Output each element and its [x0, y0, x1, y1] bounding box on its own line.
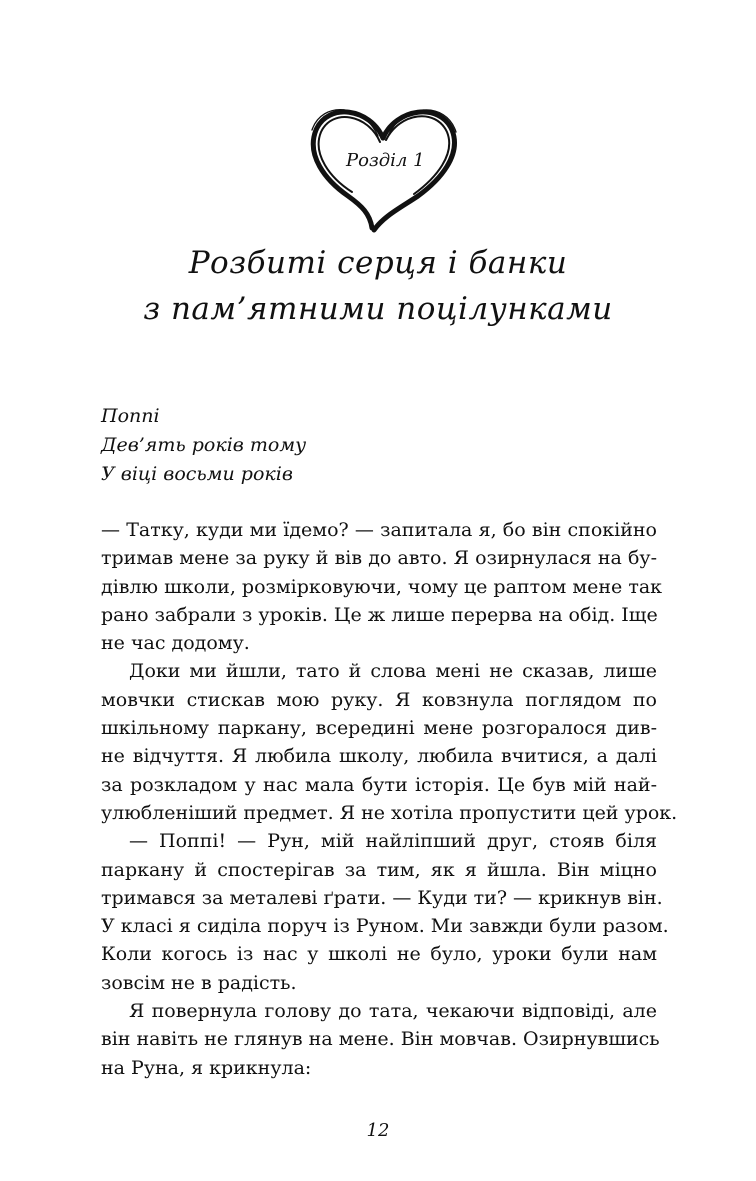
text-line: він навіть не глянув на мене. Він мовчав. Озирнувшись [101, 1028, 660, 1051]
narrator-name: Поппі [101, 405, 160, 427]
text-line: Я повернула голову до тата, чекаючи відповіді, але [129, 1000, 657, 1023]
page-number: 12 [366, 1120, 390, 1141]
paragraph [101, 997, 660, 1082]
text-line: шкільному паркану, всередині мене розгоралося див- [101, 717, 657, 740]
text-line: не час додому. [101, 632, 250, 655]
paragraph [101, 516, 663, 657]
text-line: — Поппі! — Рун, мій найліпший друг, стояв біля [129, 830, 657, 853]
text-line: — Татку, куди ми їдемо? — запитала я, бо він спокійно [101, 519, 657, 541]
text-line: мовчки стискав мою руку. Я ковзнула поглядом по [101, 688, 657, 711]
text-line: Доки ми йшли, тато й слова мені не сказав, лише [129, 660, 657, 683]
chapter-label: Розділ 1 [346, 150, 425, 171]
text-line: У класі я сиділа поруч із Руном. Ми завжди були разом. [101, 915, 669, 938]
paragraph [101, 657, 678, 827]
text-line: тримався за металеві ґрати. — Куди ти? — крикнув він. [101, 886, 663, 909]
text-line: паркану й спостерігав за тим, як я йшла. Він міцно [101, 858, 657, 881]
text-line: улюбленіший предмет. Я не хотіла пропустити цей урок. [101, 801, 678, 824]
text-line: тримав мене за руку й вів до авто. Я озирнулася на бу- [101, 547, 657, 570]
chapter-title [0, 240, 756, 332]
chapter-title-line: з пам’ятними поцілунками [143, 291, 613, 327]
text-line: не відчуття. Я любила школу, любила вчитися, а далі [101, 745, 657, 768]
age-note: У віці восьми років [101, 463, 293, 485]
text-line: дівлю школи, розмірковуючи, чому це раптом мене так [101, 575, 663, 598]
text-line: за розкладом у нас мала бути історія. Це був мій най- [101, 773, 657, 796]
text-line: рано забрали з уроків. Це ж лише перерва на обід. Іще [101, 603, 658, 626]
paragraph [101, 827, 669, 997]
text-line: зовсім не в радість. [101, 971, 297, 994]
text-line: на Руна, я крикнула: [101, 1056, 312, 1079]
time-note: Дев’ять років тому [101, 434, 307, 456]
chapter-title-line: Розбиті серця і банки [188, 245, 568, 281]
text-line: Коли когось із нас у школі не було, уроки були нам [101, 943, 657, 966]
section-meta [101, 402, 306, 489]
body-text [101, 516, 678, 1082]
